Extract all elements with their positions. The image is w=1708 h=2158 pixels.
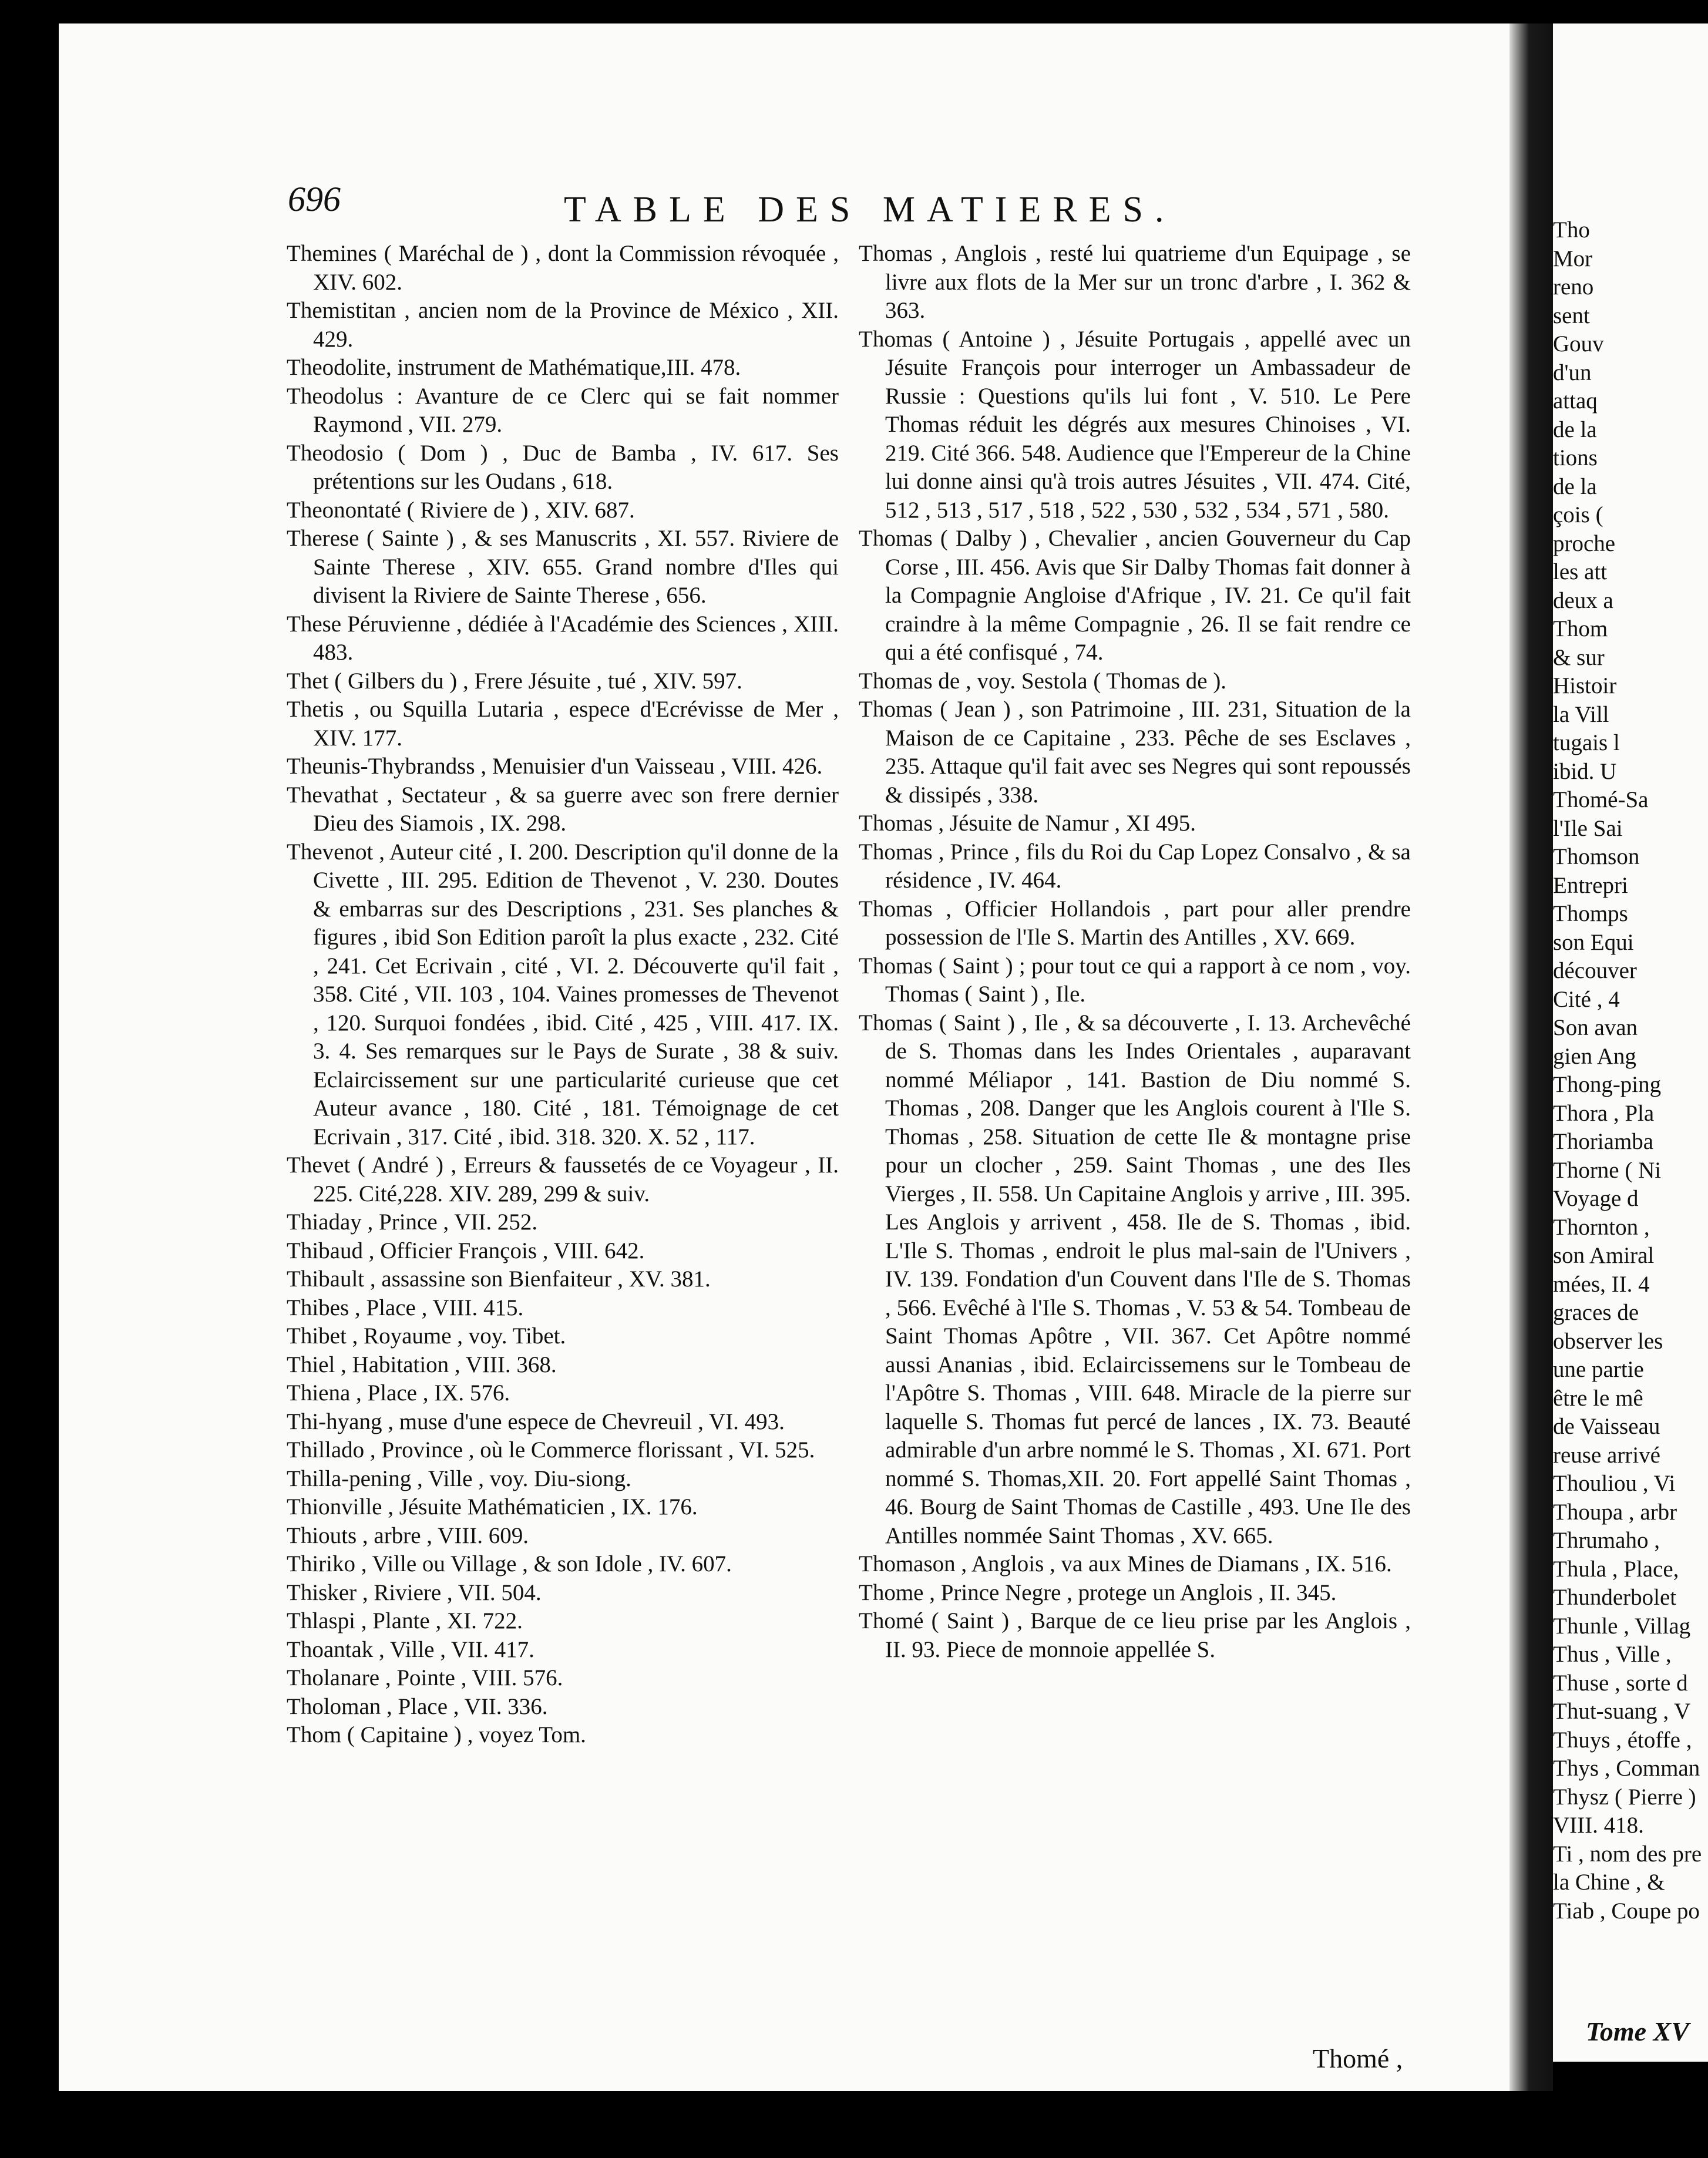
index-entry: Thibes , Place , VIII. 415. (287, 1295, 524, 1320)
index-entry: Thi-hyang , muse d'une espece de Chevreuil , VI. 493. (287, 1409, 785, 1434)
right-page-line: Tiab , Coupe po (1553, 1898, 1700, 1924)
index-entry: Thome , Prince Negre , protege un Anglois , II. 345. (859, 1579, 1337, 1605)
index-column-left (287, 240, 839, 1750)
right-page-line: Cité , 4 (1553, 986, 1620, 1012)
right-page-line: la Chine , & (1553, 1870, 1665, 1895)
index-entry: Theodosio ( Dom ) , Duc de Bamba , IV. 617. Ses prétentions sur les Oudans , 618. (287, 440, 839, 494)
right-page-line: Gouv (1553, 331, 1604, 357)
right-page-line: son Equi (1553, 929, 1634, 955)
right-page-line: être le mê (1553, 1385, 1643, 1411)
index-entry: Thomas ( Saint ) ; pour tout ce qui a rapport à ce nom , voy. Thomas ( Saint ) , Ile. (859, 953, 1411, 1007)
index-entry: Thevenot , Auteur cité , I. 200. Description qu'il donne de la Civette , III. 295. Edition de Thevenot , V. 230. Doutes & embarras sur des Descriptions , 231. Ses planches & figures , ibid Son Edition paroît la plus exacte , 232. Cité , 241. Cet Ecrivain , cité , VI. 2. Découverte qu'il fait , 358. Cité , VII. 103 , 104. Vaines promesses de Thevenot , 120. Surquoi fondées , ibid. Cité , 425 , VIII. 417. IX. 3. 4. Ses remarques sur le Pays de Surate , 38 & suiv. Eclaircissement sur une particularité curieuse que cet Auteur avance , 180. Cité , 181. Témoignage de cet Ecrivain , 317. Cité , ibid. 318. 320. X. 52 , 117. (287, 839, 839, 1149)
right-page-line: Thut-suang , V (1553, 1699, 1691, 1724)
book-gutter (1509, 23, 1553, 2091)
right-page-line: Thomson (1553, 844, 1640, 869)
right-page-line: d'un (1553, 359, 1592, 385)
right-page-line: Thysz ( Pierre ) (1553, 1784, 1696, 1810)
right-page-line: Thomps (1553, 901, 1628, 926)
index-entry: Thionville , Jésuite Mathématicien , IX. 176. (287, 1494, 698, 1520)
running-head: TABLE DES MATIERES. (564, 190, 1176, 230)
right-page-line: Thora , Pla (1553, 1100, 1655, 1126)
right-page-line: sent (1553, 302, 1590, 328)
right-page-line: Mor (1553, 246, 1593, 271)
right-page-line: observer les (1553, 1328, 1663, 1354)
right-page-line: Thong-ping (1553, 1072, 1662, 1097)
right-page-line: Thom (1553, 616, 1608, 641)
right-page-line: ibid. U (1553, 758, 1617, 784)
right-page-line: les att (1553, 559, 1608, 584)
right-page-line: mées, II. 4 (1553, 1271, 1650, 1297)
page-number: 696 (288, 180, 341, 219)
index-entry: Thoantak , Ville , VII. 417. (287, 1636, 534, 1662)
right-page-line: de la (1553, 473, 1597, 499)
right-page-line: Thornton , (1553, 1214, 1650, 1240)
right-page-line: Thys , Comman (1553, 1756, 1700, 1781)
index-entry: Therese ( Sainte ) , & ses Manuscrits , XI. 557. Riviere de Sainte Therese , XIV. 655. Grand nombre d'Iles qui divisent la Riviere de Sainte Therese , 656. (287, 526, 839, 608)
right-page-line: Entrepri (1553, 872, 1628, 898)
index-entry: Thomé ( Saint ) , Barque de ce lieu prise par les Anglois , II. 93. Piece de monnoie appellée S. (859, 1608, 1411, 1662)
index-entry: Thiaday , Prince , VII. 252. (287, 1209, 538, 1235)
right-page-line: deux a (1553, 587, 1613, 613)
index-entry: Thomas ( Jean ) , son Patrimoine , III. 231, Situation de la Maison de ce Capitaine , 233. Pêche de ses Esclaves , 235. Attaque qu'il fait avec ses Negres qui sont repoussés & dissipés , 338. (859, 697, 1411, 808)
index-entry: Thiel , Habitation , VIII. 368. (287, 1352, 557, 1377)
right-page-line: gien Ang (1553, 1043, 1636, 1069)
right-page-line: Thomé-Sa (1553, 787, 1649, 812)
right-page-line: graces de (1553, 1300, 1639, 1325)
index-entry: Thibault , assassine son Bienfaiteur , XV. 381. (287, 1266, 711, 1292)
right-page-line: une partie (1553, 1357, 1644, 1382)
index-entry: Themines ( Maréchal de ) , dont la Commission révoquée , XIV. 602. (287, 241, 839, 295)
index-entry: Thomas , Jésuite de Namur , XI 495. (859, 811, 1196, 836)
index-entry: Thomas de , voy. Sestola ( Thomas de ). (859, 668, 1227, 694)
right-page-line: tugais l (1553, 730, 1620, 755)
right-page-line: Thunderbolet (1553, 1585, 1677, 1610)
right-page-line: Thorne ( Ni (1553, 1157, 1662, 1183)
index-entry: Theunis-Thybrandss , Menuisier d'un Vaisseau , VIII. 426. (287, 754, 823, 779)
right-page-line: Histoir (1553, 673, 1617, 698)
index-entry: Theodolite, instrument de Mathématique,III. 478. (287, 355, 741, 380)
index-entry: Thevathat , Sectateur , & sa guerre avec son frere dernier Dieu des Siamois , IX. 298. (287, 782, 839, 836)
right-page-line: attaq (1553, 388, 1598, 414)
right-page-line: Thrumaho , (1553, 1528, 1660, 1553)
right-page-line: Thoupa , arbr (1553, 1499, 1677, 1525)
right-page-line: son Amiral (1553, 1243, 1655, 1268)
index-entry: Thomas ( Saint ) , Ile , & sa découverte , I. 13. Archevêché de S. Thomas dans les Indes Orientales , auparavant nommé Méliapor , 141. Bastion de Diu nommé S. Thomas , 208. Danger que les Anglois courent à l'Ile S. Thomas , 258. Situation de cette Ile & montagne prise pour un clocher , 259. Saint Thomas , une des Iles Vierges , II. 558. Un Capitaine Anglois y arrive , III. 395. Les Anglois y arrivent , 458. Ile de S. Thomas , ibid. L'Ile S. Thomas , endroit le plus mal-sain de l'Univers , IV. 139. Fondation d'un Couvent dans l'Ile de S. Thomas , 566. Evêché à l'Ile S. Thomas , V. 53 & 54. Tombeau de Saint Thomas Apôtre , VII. 367. Cet Apôtre nommé aussi Ananias , ibid. Eclaircissemens sur le Tombeau de l'Apôtre S. Thomas , VIII. 648. Miracle de la pierre sur laquelle S. Thomas fut percé de lances , IX. 73. Beauté admirable d'un arbre nommé le S. Thomas , XI. 671. Port nommé S. Thomas,XII. 20. Fort appellé Saint Thomas , 46. Bourg de Saint Thomas de Castille , 493. Une Ile des Antilles nommée Saint Thomas , XV. 665. (859, 1010, 1411, 1548)
index-entry: Thevet ( André ) , Erreurs & faussetés de ce Voyageur , II. 225. Cité,228. XIV. 289, 299 & suiv. (287, 1152, 839, 1206)
right-page-line: Tho (1553, 217, 1590, 243)
index-entry: Tholoman , Place , VII. 336. (287, 1693, 548, 1719)
index-entry: Thiriko , Ville ou Village , & son Idole , IV. 607. (287, 1551, 732, 1577)
right-page-line: VIII. 418. (1553, 1813, 1644, 1838)
index-entry: Thillado , Province , où le Commerce florissant , VI. 525. (287, 1437, 815, 1463)
index-entry: Thomas , Officier Hollandois , part pour aller prendre possession de l'Ile S. Martin des Antilles , XV. 669. (859, 896, 1411, 950)
index-entry: Theonontaté ( Riviere de ) , XIV. 687. (287, 497, 635, 523)
index-entry: Thomas , Anglois , resté lui quatrieme d'un Equipage , se livre aux flots de la Mer sur un tronc d'arbre , I. 362 & 363. (859, 241, 1411, 323)
index-entry: Thisker , Riviere , VII. 504. (287, 1579, 542, 1605)
right-page-column (1553, 216, 1708, 1925)
index-entry: Thibaud , Officier François , VIII. 642. (287, 1238, 645, 1263)
index-entry: Thetis , ou Squilla Lutaria , espece d'Ecrévisse de Mer , XIV. 177. (287, 697, 839, 751)
right-page-line: Ti , nom des pre (1553, 1841, 1702, 1867)
right-page-line: tions (1553, 445, 1598, 470)
right-page-line: de Vaisseau (1553, 1414, 1660, 1439)
index-entry: Tholanare , Pointe , VIII. 576. (287, 1665, 563, 1690)
index-entry: Thiouts , arbre , VIII. 609. (287, 1522, 529, 1548)
index-entry: These Péruvienne , dédiée à l'Académie des Sciences , XIII. 483. (287, 611, 839, 665)
index-entry: Theodolus : Avanture de ce Clerc qui se fait nommer Raymond , VII. 279. (287, 383, 839, 437)
index-entry: Thomas ( Antoine ) , Jésuite Portugais , appellé avec un Jésuite François pour interroger un Ambassadeur de Russie : Questions qu'ils lui font , V. 510. Le Pere Thomas réduit les dégrés aux mesures Chinoises , VI. 219. Cité 366. 548. Audience que l'Empereur de la Chine lui donne ainsi qu'à trois autres Jésuites , VII. 474. Cité, 512 , 513 , 517 , 518 , 522 , 530 , 532 , 534 , 571 , 580. (859, 326, 1411, 523)
index-entry: Thet ( Gilbers du ) , Frere Jésuite , tué , XIV. 597. (287, 668, 742, 694)
index-entry: Thomason , Anglois , va aux Mines de Diamans , IX. 516. (859, 1551, 1392, 1577)
right-page-line: & sur (1553, 644, 1605, 670)
right-page-line: Voyage d (1553, 1186, 1639, 1211)
right-page-line: Thouliou , Vi (1553, 1471, 1676, 1496)
right-page-line: çois ( (1553, 502, 1603, 527)
index-entry: Thom ( Capitaine ) , voyez Tom. (287, 1722, 586, 1747)
right-page-line: de la (1553, 416, 1597, 442)
index-entry: Themistitan , ancien nom de la Province de México , XII. 429. (287, 298, 839, 352)
index-entry: Thilla-pening , Ville , voy. Diu-siong. (287, 1465, 631, 1491)
signature-mark: Tome XV (1586, 2016, 1689, 2046)
index-entry: Thomas ( Dalby ) , Chevalier , ancien Gouverneur du Cap Corse , III. 456. Avis que Sir Dalby Thomas fait donner à la Compagnie Angloise d'Afrique , IV. 21. Ce qu'il fait craindre à la même Compagnie , 26. Il se fait rendre ce qui a été confisqué , 74. (859, 526, 1411, 665)
right-page-line: Thuse , sorte d (1553, 1670, 1688, 1696)
index-column-middle (859, 240, 1411, 1664)
index-entry: Thibet , Royaume , voy. Tibet. (287, 1323, 566, 1349)
right-page-line: l'Ile Sai (1553, 815, 1623, 841)
right-page-line: Thunle , Villag (1553, 1613, 1691, 1639)
right-page-line: Thuys , étoffe , (1553, 1727, 1692, 1753)
index-entry: Thomas , Prince , fils du Roi du Cap Lopez Consalvo , & sa résidence , IV. 464. (859, 839, 1411, 893)
index-entry: Thlaspi , Plante , XI. 722. (287, 1608, 523, 1633)
right-page-line: reno (1553, 274, 1594, 300)
right-page-line: Thus , Ville , (1553, 1642, 1672, 1667)
catchword: Thomé , (1313, 2043, 1403, 2073)
right-page-line: reuse arrivé (1553, 1442, 1660, 1468)
right-page-line: proche (1553, 530, 1616, 556)
right-page-line: Thoriamba (1553, 1129, 1654, 1154)
right-page-line: la Vill (1553, 701, 1609, 727)
index-entry: Thiena , Place , IX. 576. (287, 1380, 510, 1406)
right-page-line: découver (1553, 958, 1637, 983)
right-page-line: Son avan (1553, 1015, 1638, 1040)
right-page-line: Thula , Place, (1553, 1556, 1679, 1582)
